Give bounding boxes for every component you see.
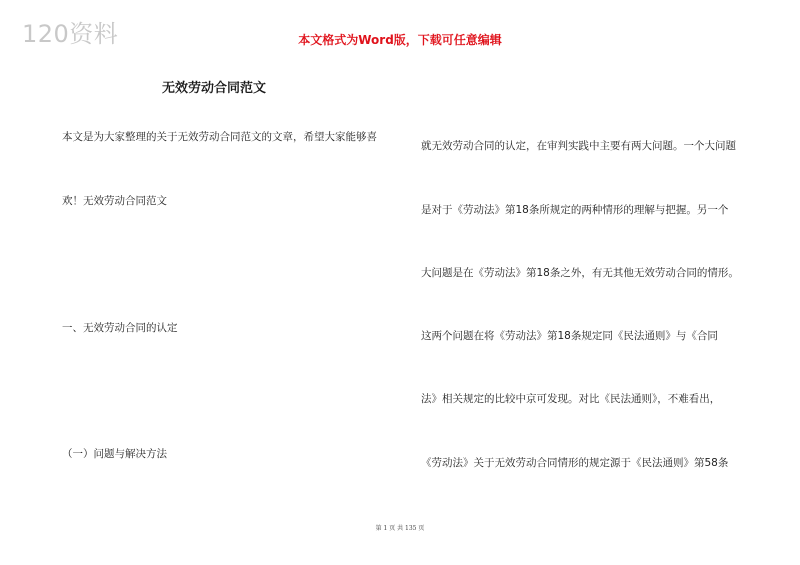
paragraph-line: 是对于《劳动法》第18条所规定的两种情形的理解与把握。另一个 <box>421 204 729 216</box>
page-number-footer: 第 1 页 共 135 页 <box>375 525 425 532</box>
paragraph-line: 《劳动法》关于无效劳动合同情形的规定源于《民法通则》第58条 <box>421 457 729 469</box>
paragraph-line: 法》相关规定的比较中京可发现。对比《民法通则》，不难看出， <box>421 393 721 405</box>
paragraph-line: 本文是为大家整理的关于无效劳动合同范文的文章，希望大家能够喜 <box>62 131 377 143</box>
paragraph-line: 欢！无效劳动合同范文 <box>62 195 167 207</box>
document-title: 无效劳动合同范文 <box>162 81 267 96</box>
watermark-logo: 120资料 <box>22 20 119 48</box>
section-heading: 一、无效劳动合同的认定 <box>62 322 178 334</box>
subsection-heading: （一）问题与解决方法 <box>62 448 167 460</box>
format-banner: 本文格式为Word版，下载可任意编辑 <box>298 33 502 47</box>
paragraph-line: 大问题是在《劳动法》第18条之外，有无其他无效劳动合同的情形。 <box>421 267 739 279</box>
paragraph-line: 就无效劳动合同的认定，在审判实践中主要有两大问题。一个大问题 <box>421 140 736 152</box>
paragraph-line: 这两个问题在将《劳动法》第18条规定同《民法通则》与《合同 <box>421 330 718 342</box>
